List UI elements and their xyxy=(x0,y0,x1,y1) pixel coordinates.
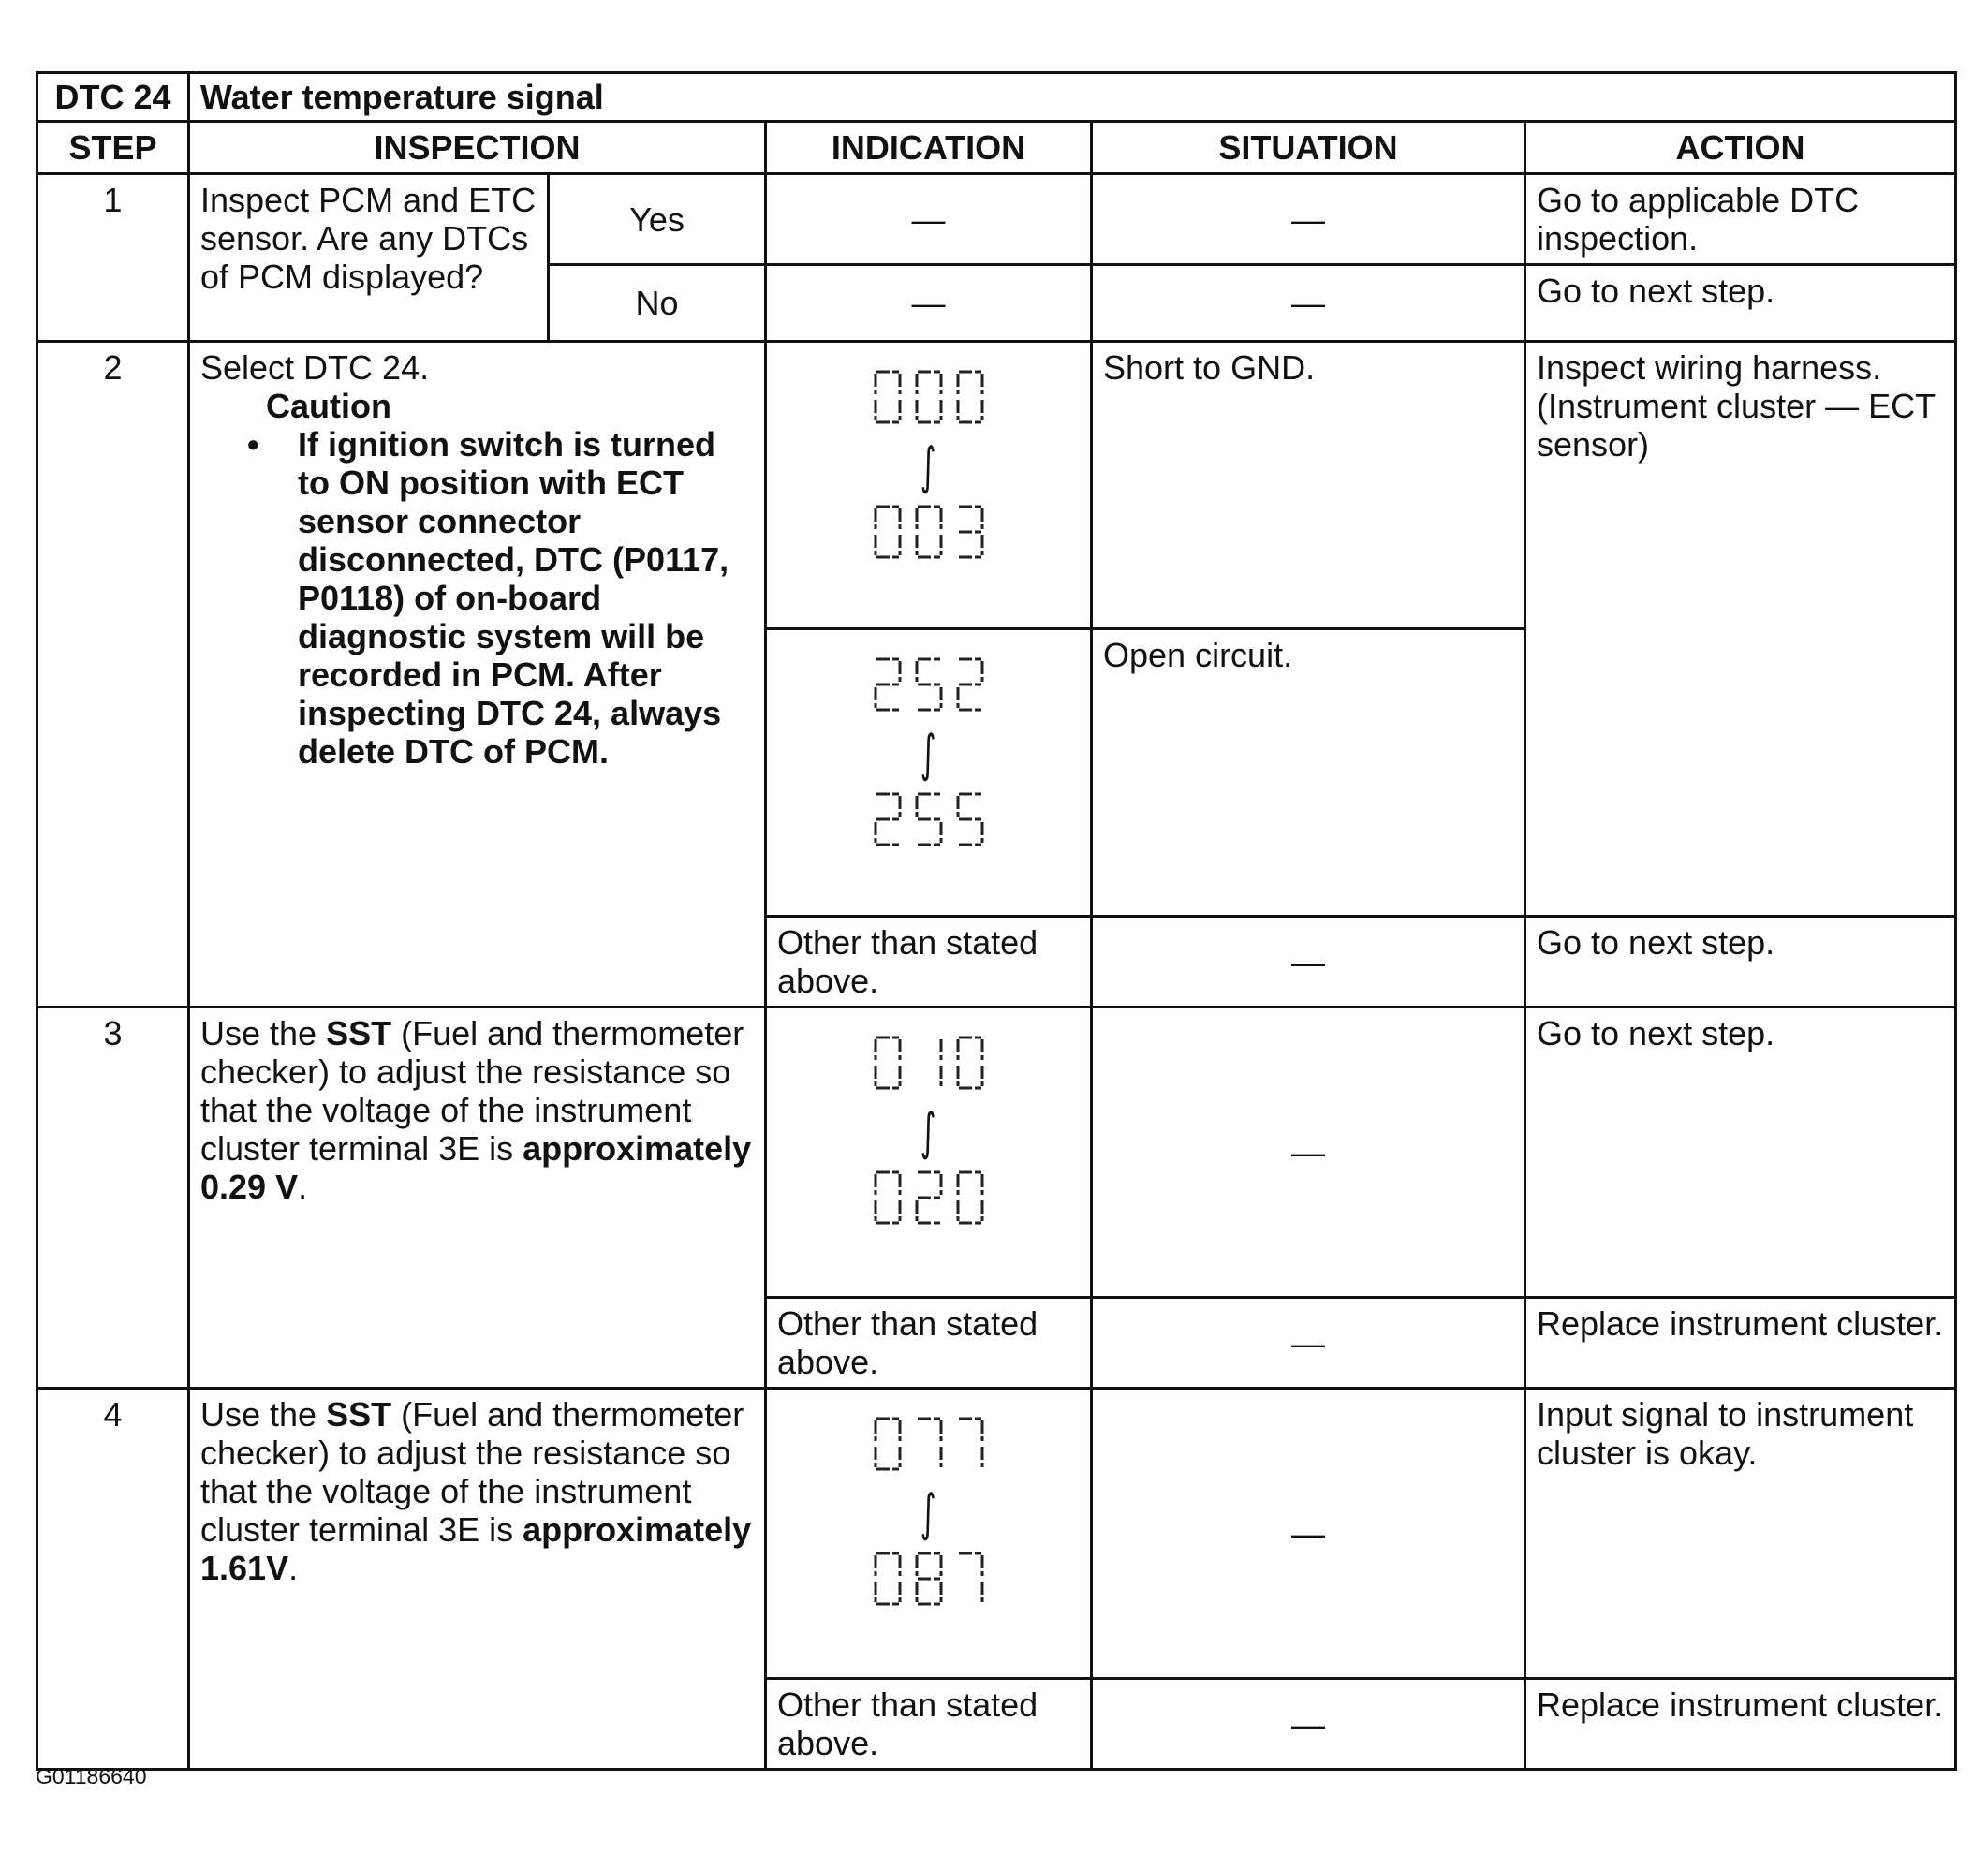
seg-display xyxy=(870,502,988,562)
seg-display xyxy=(870,1033,988,1093)
step2-display-short xyxy=(766,342,1092,629)
caution-title: Caution xyxy=(266,387,391,425)
seg-display xyxy=(870,1414,988,1474)
col-header-situation: SITUATION xyxy=(1092,122,1525,174)
step4-action: Input signal to instrument cluster is okay. xyxy=(1525,1389,1956,1679)
seg-display xyxy=(870,789,988,849)
step2-other-indication: Other than stated above. xyxy=(766,917,1092,1008)
step2-other-situation: — xyxy=(1092,917,1525,1008)
dtc-code: DTC 24 xyxy=(37,73,189,122)
step1-yes-indication: — xyxy=(766,174,1092,265)
step2-situation-open: Open circuit. xyxy=(1092,629,1525,917)
step4-other-indication: Other than stated above. xyxy=(766,1679,1092,1770)
seg-display xyxy=(870,367,988,427)
seg-digit xyxy=(876,1553,900,1604)
step1-inspection: Inspect PCM and ETC sensor. Are any DTCs of PCM displayed? xyxy=(189,174,549,342)
step4-display xyxy=(766,1389,1092,1679)
step2-situation-short: Short to GND. xyxy=(1092,342,1525,629)
column-header-row xyxy=(37,122,1956,174)
step1-no-action: Go to next step. xyxy=(1525,265,1956,342)
seg-digit xyxy=(958,1037,982,1088)
step1-no-situation: — xyxy=(1092,265,1525,342)
col-header-inspection: INSPECTION xyxy=(189,122,766,174)
step2-action-inspect: Inspect wiring harness. (Instrument cluster — ECT sensor) xyxy=(1525,342,1956,917)
step4-main-row xyxy=(37,1389,1956,1679)
seg-digit xyxy=(917,659,941,710)
step3-number: 3 xyxy=(37,1008,189,1389)
step2-other-action: Go to next step. xyxy=(1525,917,1956,1008)
seg-digit xyxy=(959,507,982,557)
seg-display xyxy=(870,1549,988,1609)
step4-sst: SST xyxy=(326,1395,392,1434)
seg-digit xyxy=(876,794,900,845)
step4-situation: — xyxy=(1092,1389,1525,1679)
step3-insp-text: Use the xyxy=(200,1014,327,1052)
step4-insp-text: Use the xyxy=(200,1395,327,1434)
step1-number: 1 xyxy=(37,174,189,342)
dtc-inspection-table xyxy=(36,71,1957,1771)
seg-digit xyxy=(958,372,982,422)
step3-main-row xyxy=(37,1008,1956,1298)
step3-display xyxy=(766,1008,1092,1298)
step1-no-label: No xyxy=(549,265,766,342)
seg-digit xyxy=(917,794,941,845)
seg-digit xyxy=(876,659,900,710)
range-tilde-icon: ∫ xyxy=(920,1483,936,1542)
seg-display xyxy=(870,655,988,714)
step4-other-action: Replace instrument cluster. xyxy=(1525,1679,1956,1770)
step1-yes-action: Go to applicable DTC inspection. xyxy=(1525,174,1956,265)
range-tilde-icon: ∫ xyxy=(920,1102,936,1161)
seg-digit xyxy=(876,372,900,422)
step3-other-action: Replace instrument cluster. xyxy=(1525,1298,1956,1389)
col-header-indication: INDICATION xyxy=(766,122,1092,174)
step2-number: 2 xyxy=(37,342,189,1008)
title-row xyxy=(37,73,1956,122)
seg-digit xyxy=(876,1037,900,1088)
seg-digit xyxy=(917,1553,941,1604)
caution-text: If ignition switch is turned to ON position with ECT sensor connector disconnected, DTC (P0117, P0118) of on-board diagnostic system will be recorded in PCM. After inspecting DTC 24, always delete DTC of PCM. xyxy=(298,425,729,771)
seg-digit xyxy=(917,507,941,557)
dtc-title: Water temperature signal xyxy=(189,73,1956,122)
step4-voltage: approximately 1.61V xyxy=(200,1510,752,1587)
step4-insp-end: . xyxy=(288,1549,299,1587)
seg-digit xyxy=(918,1419,941,1467)
col-header-step: STEP xyxy=(37,122,189,174)
seg-digit xyxy=(959,1553,982,1602)
step4-insp-text: (Fuel and thermometer checker) to adjust the resistance so that the voltage of the instrument cluster terminal 3E is xyxy=(200,1395,744,1549)
col-header-action: ACTION xyxy=(1525,122,1956,174)
figure-id: G01186640 xyxy=(36,1764,147,1788)
seg-digit xyxy=(876,507,900,557)
seg-digit xyxy=(917,372,941,422)
step1-yes-label: Yes xyxy=(549,174,766,265)
seg-digit xyxy=(917,1172,941,1223)
step2-select-text: Select DTC 24. xyxy=(200,348,430,387)
step3-action: Go to next step. xyxy=(1525,1008,1956,1298)
step3-situation: — xyxy=(1092,1008,1525,1298)
seg-digit xyxy=(958,794,982,845)
step1-no-indication: — xyxy=(766,265,1092,342)
step2-inspection xyxy=(189,342,766,1008)
seg-display xyxy=(870,1168,988,1228)
bullet-icon: • xyxy=(247,425,259,464)
step3-voltage: approximately 0.29 V xyxy=(200,1129,752,1206)
dtc-24-table-container xyxy=(36,71,1954,1771)
step3-inspection xyxy=(189,1008,766,1389)
step4-number: 4 xyxy=(37,1389,189,1770)
caution-item xyxy=(200,425,754,771)
seg-digit xyxy=(959,1419,982,1467)
step3-other-situation: — xyxy=(1092,1298,1525,1389)
range-tilde-icon: ∫ xyxy=(920,436,936,495)
step2-short-row xyxy=(37,342,1956,629)
seg-digit xyxy=(958,1172,982,1223)
range-tilde-icon: ∫ xyxy=(920,724,936,783)
seg-digit xyxy=(876,1172,900,1223)
seg-digit xyxy=(876,1419,900,1469)
step4-inspection xyxy=(189,1389,766,1770)
step3-other-indication: Other than stated above. xyxy=(766,1298,1092,1389)
step3-insp-end: . xyxy=(298,1168,308,1206)
seg-digit xyxy=(958,659,982,710)
step2-display-open xyxy=(766,629,1092,917)
step1-yes-situation: — xyxy=(1092,174,1525,265)
step1-yes-row xyxy=(37,174,1956,265)
step4-other-situation: — xyxy=(1092,1679,1525,1770)
step3-sst: SST xyxy=(326,1014,392,1052)
step3-insp-text: (Fuel and thermometer checker) to adjust the resistance so that the voltage of the instrument cluster terminal 3E is xyxy=(200,1014,744,1168)
